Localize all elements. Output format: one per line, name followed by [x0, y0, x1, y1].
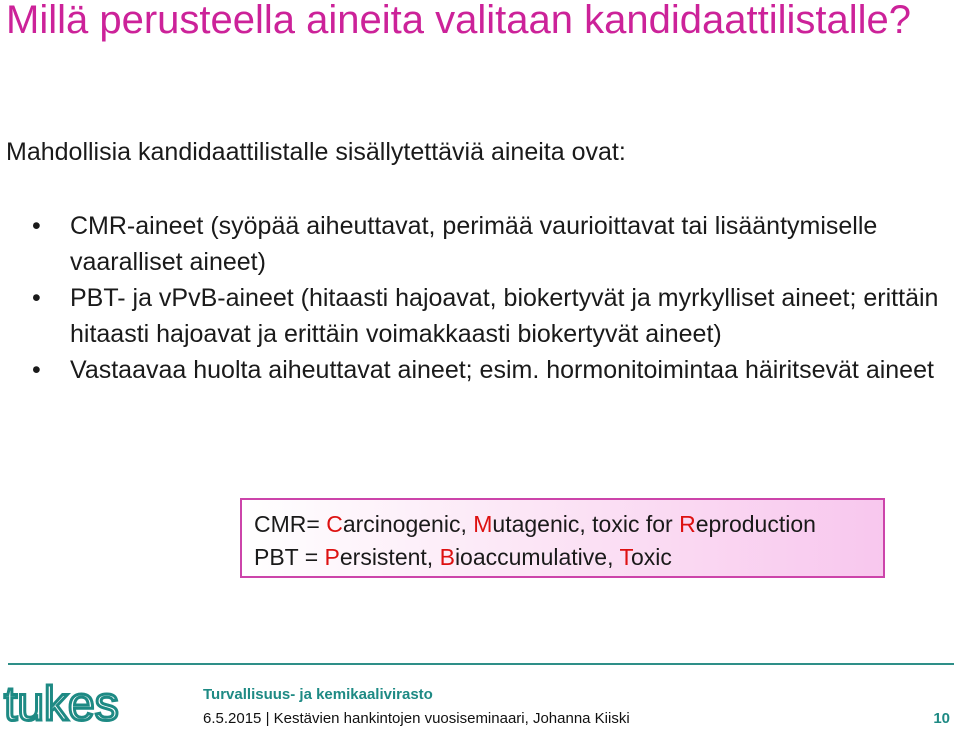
- footer-event: Kestävien hankintojen vuosiseminaari, Johanna Kiiski: [273, 710, 630, 727]
- bullet-item-cmr: [30, 208, 960, 280]
- definitions-box: [240, 498, 885, 578]
- bullet-item-pbt: [30, 280, 960, 352]
- footer-divider: [8, 663, 954, 665]
- bullet-text: CMR-aineet (syöpää aiheuttavat, perimää vaurioittavat tai lisääntymiselle vaaralliset aineet): [70, 212, 878, 276]
- bullet-icon: •: [32, 284, 41, 312]
- bullet-icon: •: [32, 356, 41, 384]
- bullet-item-other: [30, 352, 960, 388]
- bullet-icon: •: [32, 212, 41, 240]
- organization-name: Turvallisuus- ja kemikaalivirasto: [203, 686, 433, 703]
- cmr-definition: CMR= Carcinogenic, Mutagenic, toxic for Reproduction: [254, 511, 816, 537]
- footer-date: 6.5.2015: [203, 710, 262, 727]
- page-number: 10: [933, 710, 950, 727]
- slide-title: Millä perusteella aineita valitaan kandidaattilistalle?: [6, 0, 911, 42]
- intro-text: Mahdollisia kandidaattilistalle sisällytettäviä aineita ovat:: [6, 138, 626, 166]
- bullet-list: [30, 208, 960, 388]
- footer-separator: |: [265, 710, 270, 727]
- bullet-text: Vastaavaa huolta aiheuttavat aineet; esim. hormonitoimintaa häiritsevät aineet: [70, 356, 934, 384]
- footer-info: [203, 710, 630, 727]
- pbt-definition: PBT = Persistent, Bioaccumulative, Toxic: [254, 544, 672, 570]
- tukes-logo-icon: [2, 676, 147, 728]
- logo-text: tukes: [4, 678, 119, 728]
- bullet-text: PBT- ja vPvB-aineet (hitaasti hajoavat, biokertyvät ja myrkylliset aineet; erittäin hitaasti hajoavat ja erittäin voimakkaasti biokertyvät aineet): [70, 284, 939, 348]
